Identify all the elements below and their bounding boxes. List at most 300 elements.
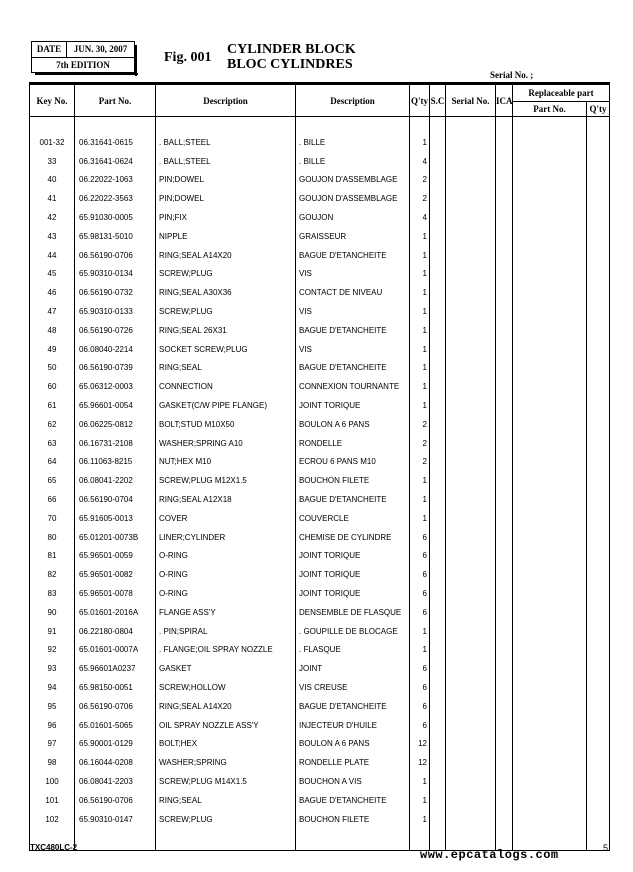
sc-cell	[430, 453, 446, 472]
key-cell: 101	[30, 791, 75, 810]
description-en-cell: SCREW;PLUG	[156, 265, 296, 284]
quantity-cell: 6	[410, 565, 430, 584]
description-en-cell: FLANGE ASS'Y	[156, 603, 296, 622]
replaceable-part-cell	[513, 716, 587, 735]
serial-cell	[446, 772, 496, 791]
col-header-sc: S.C	[430, 84, 446, 117]
ica-cell	[496, 208, 513, 227]
quantity-cell: 1	[410, 133, 430, 152]
description-fr-cell: BAGUE D'ETANCHEITE	[296, 321, 410, 340]
description-en-cell: NUT;HEX M10	[156, 453, 296, 472]
replaceable-qty-cell	[587, 283, 610, 302]
quantity-cell: 1	[410, 377, 430, 396]
figure-number: Fig. 001	[164, 50, 212, 65]
replaceable-part-cell	[513, 603, 587, 622]
key-cell: 92	[30, 641, 75, 660]
ica-cell	[496, 171, 513, 190]
ica-cell	[496, 396, 513, 415]
figure-title-fr: BLOC CYLINDRES	[227, 57, 353, 72]
col-header-key: Key No.	[30, 84, 75, 117]
sc-cell	[430, 208, 446, 227]
sc-cell	[430, 716, 446, 735]
description-fr-cell: BAGUE D'ETANCHEITE	[296, 246, 410, 265]
serial-cell	[446, 659, 496, 678]
sc-cell	[430, 791, 446, 810]
quantity-cell: 6	[410, 584, 430, 603]
description-en-cell: RING;SEAL 26X31	[156, 321, 296, 340]
replaceable-part-cell	[513, 471, 587, 490]
table-row	[30, 716, 610, 735]
parts-table	[29, 82, 610, 851]
sc-cell	[430, 528, 446, 547]
description-fr-cell: BOULON A 6 PANS	[296, 735, 410, 754]
serial-cell	[446, 396, 496, 415]
description-en-cell: BOLT;HEX	[156, 735, 296, 754]
col-header-desc-en: Description	[156, 84, 296, 117]
description-en-cell: LINER;CYLINDER	[156, 528, 296, 547]
key-cell: 98	[30, 753, 75, 772]
replaceable-qty-cell	[587, 434, 610, 453]
part-number-cell: 65.01601-5065	[75, 716, 156, 735]
table-row	[30, 321, 610, 340]
sc-cell	[430, 189, 446, 208]
serial-cell	[446, 565, 496, 584]
part-number-cell: 06.08041-2203	[75, 772, 156, 791]
description-fr-cell: CHEMISE DE CYLINDRE	[296, 528, 410, 547]
replaceable-part-cell	[513, 265, 587, 284]
replaceable-part-cell	[513, 133, 587, 152]
replaceable-qty-cell	[587, 772, 610, 791]
part-number-cell: 06.56190-0706	[75, 246, 156, 265]
table-row	[30, 490, 610, 509]
ica-cell	[496, 509, 513, 528]
description-en-cell: SOCKET SCREW;PLUG	[156, 340, 296, 359]
ica-cell	[496, 377, 513, 396]
replaceable-qty-cell	[587, 340, 610, 359]
serial-cell	[446, 716, 496, 735]
replaceable-qty-cell	[587, 377, 610, 396]
description-fr-cell: JOINT	[296, 659, 410, 678]
table-row	[30, 528, 610, 547]
table-row	[30, 396, 610, 415]
table-row	[30, 302, 610, 321]
table-row	[30, 434, 610, 453]
key-cell: 90	[30, 603, 75, 622]
table-row	[30, 772, 610, 791]
part-number-cell: 65.01601-2016A	[75, 603, 156, 622]
part-number-cell: 06.06225-0812	[75, 415, 156, 434]
key-cell: 64	[30, 453, 75, 472]
description-en-cell: RING;SEAL A14X20	[156, 697, 296, 716]
replaceable-qty-cell	[587, 584, 610, 603]
replaceable-qty-cell	[587, 603, 610, 622]
description-fr-cell: BAGUE D'ETANCHEITE	[296, 791, 410, 810]
replaceable-part-cell	[513, 340, 587, 359]
quantity-cell: 1	[410, 265, 430, 284]
serial-cell	[446, 753, 496, 772]
ica-cell	[496, 584, 513, 603]
sc-cell	[430, 246, 446, 265]
serial-cell	[446, 584, 496, 603]
part-number-cell: 06.22022-1063	[75, 171, 156, 190]
part-number-cell: 65.91030-0005	[75, 208, 156, 227]
replaceable-part-cell	[513, 622, 587, 641]
description-en-cell: RING;SEAL	[156, 791, 296, 810]
key-cell: 97	[30, 735, 75, 754]
sc-cell	[430, 509, 446, 528]
replaceable-qty-cell	[587, 453, 610, 472]
part-number-cell: 65.90310-0134	[75, 265, 156, 284]
serial-cell	[446, 810, 496, 829]
quantity-cell: 12	[410, 735, 430, 754]
ica-cell	[496, 603, 513, 622]
replaceable-part-cell	[513, 152, 587, 171]
replaceable-part-cell	[513, 735, 587, 754]
quantity-cell: 1	[410, 283, 430, 302]
quantity-cell: 1	[410, 302, 430, 321]
replaceable-part-cell	[513, 678, 587, 697]
table-row	[30, 641, 610, 660]
table-row	[30, 208, 610, 227]
part-number-cell: 65.01201-0073B	[75, 528, 156, 547]
description-fr-cell: INJECTEUR D'HUILE	[296, 716, 410, 735]
description-fr-cell: VIS CREUSE	[296, 678, 410, 697]
serial-cell	[446, 359, 496, 378]
quantity-cell: 2	[410, 171, 430, 190]
key-cell: 41	[30, 189, 75, 208]
replaceable-part-cell	[513, 697, 587, 716]
serial-cell	[446, 453, 496, 472]
key-cell: 63	[30, 434, 75, 453]
quantity-cell: 1	[410, 509, 430, 528]
replaceable-qty-cell	[587, 171, 610, 190]
replaceable-qty-cell	[587, 659, 610, 678]
table-row	[30, 622, 610, 641]
quantity-cell: 1	[410, 359, 430, 378]
table-row	[30, 415, 610, 434]
replaceable-qty-cell	[587, 208, 610, 227]
description-fr-cell: . FLASQUE	[296, 641, 410, 660]
sc-cell	[430, 810, 446, 829]
replaceable-qty-cell	[587, 528, 610, 547]
key-cell: 82	[30, 565, 75, 584]
description-fr-cell: . BILLE	[296, 152, 410, 171]
description-en-cell: O-RING	[156, 565, 296, 584]
replaceable-qty-cell	[587, 133, 610, 152]
date-label: DATE	[32, 42, 67, 57]
ica-cell	[496, 283, 513, 302]
ica-cell	[496, 547, 513, 566]
description-en-cell: NIPPLE	[156, 227, 296, 246]
description-en-cell: RING;SEAL	[156, 359, 296, 378]
replaceable-part-cell	[513, 208, 587, 227]
page-number: 5	[603, 843, 609, 853]
replaceable-part-cell	[513, 659, 587, 678]
serial-number-label: Serial No. ;	[490, 70, 534, 80]
description-fr-cell: BAGUE D'ETANCHEITE	[296, 359, 410, 378]
description-fr-cell: GRAISSEUR	[296, 227, 410, 246]
description-en-cell: WASHER;SPRING	[156, 753, 296, 772]
sc-cell	[430, 377, 446, 396]
description-fr-cell: ECROU 6 PANS M10	[296, 453, 410, 472]
sc-cell	[430, 565, 446, 584]
key-cell: 42	[30, 208, 75, 227]
quantity-cell: 1	[410, 396, 430, 415]
ica-cell	[496, 622, 513, 641]
description-en-cell: SCREW;PLUG	[156, 302, 296, 321]
ica-cell	[496, 772, 513, 791]
quantity-cell: 4	[410, 208, 430, 227]
key-cell: 91	[30, 622, 75, 641]
sc-cell	[430, 321, 446, 340]
description-en-cell: WASHER;SPRING A10	[156, 434, 296, 453]
replaceable-part-cell	[513, 509, 587, 528]
serial-cell	[446, 171, 496, 190]
description-fr-cell: . GOUPILLE DE BLOCAGE	[296, 622, 410, 641]
description-en-cell: . BALL;STEEL	[156, 152, 296, 171]
key-cell: 49	[30, 340, 75, 359]
description-en-cell: RING;SEAL A14X20	[156, 246, 296, 265]
table-row	[30, 453, 610, 472]
replaceable-qty-cell	[587, 716, 610, 735]
replaceable-part-cell	[513, 641, 587, 660]
table-row	[30, 265, 610, 284]
ica-cell	[496, 678, 513, 697]
part-number-cell: 65.01601-0007A	[75, 641, 156, 660]
ica-cell	[496, 246, 513, 265]
key-cell: 50	[30, 359, 75, 378]
quantity-cell: 2	[410, 434, 430, 453]
quantity-cell: 6	[410, 603, 430, 622]
date-value: JUN. 30, 2007	[73, 44, 128, 54]
quantity-cell: 1	[410, 622, 430, 641]
table-row	[30, 471, 610, 490]
key-cell: 100	[30, 772, 75, 791]
key-cell: 93	[30, 659, 75, 678]
description-fr-cell: CONTACT DE NIVEAU	[296, 283, 410, 302]
key-cell: 81	[30, 547, 75, 566]
quantity-cell: 4	[410, 152, 430, 171]
sc-cell	[430, 152, 446, 171]
description-en-cell: O-RING	[156, 584, 296, 603]
replaceable-part-cell	[513, 490, 587, 509]
serial-cell	[446, 227, 496, 246]
description-fr-cell: JOINT TORIQUE	[296, 584, 410, 603]
description-fr-cell: GOUJON D'ASSEMBLAGE	[296, 171, 410, 190]
serial-cell	[446, 791, 496, 810]
sc-cell	[430, 340, 446, 359]
description-en-cell: SCREW;PLUG M14X1.5	[156, 772, 296, 791]
col-header-qty: Q'ty	[410, 84, 430, 117]
replaceable-qty-cell	[587, 735, 610, 754]
description-fr-cell: VIS	[296, 265, 410, 284]
replaceable-part-cell	[513, 791, 587, 810]
replaceable-qty-cell	[587, 396, 610, 415]
replaceable-qty-cell	[587, 810, 610, 829]
replaceable-qty-cell	[587, 321, 610, 340]
part-number-cell: 06.16731-2108	[75, 434, 156, 453]
sc-cell	[430, 171, 446, 190]
part-number-cell: 65.96601-0054	[75, 396, 156, 415]
table-row	[30, 340, 610, 359]
ica-cell	[496, 471, 513, 490]
quantity-cell: 1	[410, 490, 430, 509]
description-en-cell: . PIN;SPIRAL	[156, 622, 296, 641]
replaceable-part-cell	[513, 453, 587, 472]
table-row	[30, 152, 610, 171]
sc-cell	[430, 471, 446, 490]
sc-cell	[430, 490, 446, 509]
part-number-cell: 06.31641-0624	[75, 152, 156, 171]
replaceable-part-cell	[513, 359, 587, 378]
description-en-cell: GASKET	[156, 659, 296, 678]
quantity-cell: 6	[410, 697, 430, 716]
table-row	[30, 377, 610, 396]
sc-cell	[430, 133, 446, 152]
sc-cell	[430, 434, 446, 453]
quantity-cell: 2	[410, 189, 430, 208]
quantity-cell: 6	[410, 659, 430, 678]
ica-cell	[496, 641, 513, 660]
description-en-cell: SCREW;HOLLOW	[156, 678, 296, 697]
replaceable-part-cell	[513, 189, 587, 208]
description-fr-cell: BOUCHON FILETE	[296, 810, 410, 829]
serial-cell	[446, 678, 496, 697]
key-cell: 47	[30, 302, 75, 321]
key-cell: 62	[30, 415, 75, 434]
table-row	[30, 283, 610, 302]
description-en-cell: PIN;FIX	[156, 208, 296, 227]
description-fr-cell: GOUJON D'ASSEMBLAGE	[296, 189, 410, 208]
key-cell: 80	[30, 528, 75, 547]
description-fr-cell: . BILLE	[296, 133, 410, 152]
ica-cell	[496, 302, 513, 321]
table-row	[30, 246, 610, 265]
replaceable-qty-cell	[587, 641, 610, 660]
ica-cell	[496, 189, 513, 208]
key-cell: 33	[30, 152, 75, 171]
key-cell: 65	[30, 471, 75, 490]
sc-cell	[430, 735, 446, 754]
serial-cell	[446, 490, 496, 509]
part-number-cell: 06.16044-0208	[75, 753, 156, 772]
ica-cell	[496, 265, 513, 284]
replaceable-part-cell	[513, 753, 587, 772]
description-en-cell: BOLT;STUD M10X50	[156, 415, 296, 434]
description-en-cell: PIN;DOWEL	[156, 189, 296, 208]
part-number-cell: 06.08040-2214	[75, 340, 156, 359]
replaceable-part-cell	[513, 772, 587, 791]
description-fr-cell: BAGUE D'ETANCHEITE	[296, 697, 410, 716]
replaceable-qty-cell	[587, 509, 610, 528]
serial-cell	[446, 340, 496, 359]
replaceable-qty-cell	[587, 490, 610, 509]
description-en-cell: CONNECTION	[156, 377, 296, 396]
replaceable-part-cell	[513, 565, 587, 584]
ica-cell	[496, 340, 513, 359]
part-number-cell: 06.56190-0739	[75, 359, 156, 378]
sc-cell	[430, 753, 446, 772]
description-en-cell: SCREW;PLUG	[156, 810, 296, 829]
replaceable-part-cell	[513, 547, 587, 566]
replaceable-qty-cell	[587, 227, 610, 246]
replaceable-part-cell	[513, 377, 587, 396]
sc-cell	[430, 302, 446, 321]
part-number-cell: 06.11063-8215	[75, 453, 156, 472]
serial-cell	[446, 641, 496, 660]
description-en-cell: OIL SPRAY NOZZLE ASS'Y	[156, 716, 296, 735]
part-number-cell: 06.08041-2202	[75, 471, 156, 490]
part-number-cell: 06.56190-0726	[75, 321, 156, 340]
serial-cell	[446, 152, 496, 171]
serial-cell	[446, 603, 496, 622]
table-row	[30, 735, 610, 754]
replaceable-part-cell	[513, 415, 587, 434]
description-en-cell: PIN;DOWEL	[156, 171, 296, 190]
description-en-cell: . BALL;STEEL	[156, 133, 296, 152]
quantity-cell: 1	[410, 641, 430, 660]
sc-cell	[430, 659, 446, 678]
sc-cell	[430, 603, 446, 622]
col-header-part: Part No.	[75, 84, 156, 117]
replaceable-qty-cell	[587, 302, 610, 321]
description-fr-cell: RONDELLE PLATE	[296, 753, 410, 772]
replaceable-qty-cell	[587, 265, 610, 284]
serial-cell	[446, 321, 496, 340]
part-number-cell: 65.96601A0237	[75, 659, 156, 678]
description-fr-cell: JOINT TORIQUE	[296, 547, 410, 566]
table-row	[30, 603, 610, 622]
ica-cell	[496, 152, 513, 171]
ica-cell	[496, 735, 513, 754]
table-row	[30, 171, 610, 190]
part-number-cell: 06.56190-0706	[75, 697, 156, 716]
replaceable-part-cell	[513, 321, 587, 340]
description-fr-cell: BOUCHON FILETE	[296, 471, 410, 490]
replaceable-qty-cell	[587, 753, 610, 772]
ica-cell	[496, 434, 513, 453]
sc-cell	[430, 283, 446, 302]
table-row	[30, 133, 610, 152]
replaceable-qty-cell	[587, 246, 610, 265]
replaceable-part-cell	[513, 810, 587, 829]
quantity-cell: 2	[410, 415, 430, 434]
quantity-cell: 1	[410, 471, 430, 490]
ica-cell	[496, 810, 513, 829]
description-en-cell: RING;SEAL A12X18	[156, 490, 296, 509]
part-number-cell: 06.22180-0804	[75, 622, 156, 641]
ica-cell	[496, 490, 513, 509]
serial-cell	[446, 622, 496, 641]
part-number-cell: 65.90310-0147	[75, 810, 156, 829]
part-number-cell: 65.91605-0013	[75, 509, 156, 528]
key-cell: 66	[30, 490, 75, 509]
part-number-cell: 06.31641-0615	[75, 133, 156, 152]
key-cell: 61	[30, 396, 75, 415]
col-header-rep-qty: Q'ty	[587, 102, 610, 117]
replaceable-qty-cell	[587, 359, 610, 378]
serial-cell	[446, 246, 496, 265]
key-cell: 45	[30, 265, 75, 284]
sc-cell	[430, 227, 446, 246]
key-cell: 001-32	[30, 133, 75, 152]
edition-label: 7th EDITION	[56, 60, 110, 70]
ica-cell	[496, 565, 513, 584]
quantity-cell: 1	[410, 227, 430, 246]
replaceable-qty-cell	[587, 697, 610, 716]
quantity-cell: 6	[410, 678, 430, 697]
replaceable-part-cell	[513, 396, 587, 415]
